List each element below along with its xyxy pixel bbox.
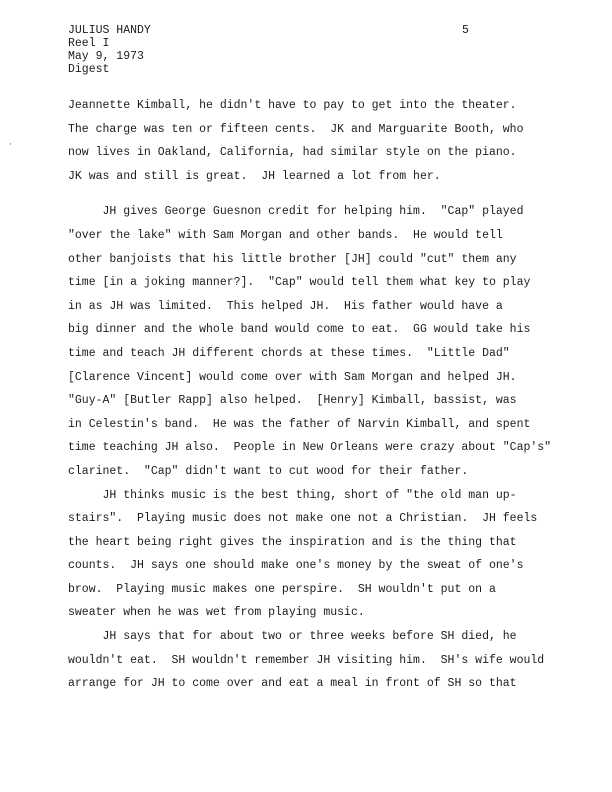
text-line: "Guy-A" [Butler Rapp] also helped. [Henry] Kimball, bassist, was xyxy=(68,394,517,408)
text-line: the heart being right gives the inspiration and is the thing that xyxy=(68,535,517,549)
text-line: other banjoists that his little brother [JH] could "cut" them any xyxy=(68,252,517,266)
text-line: JK was and still is great. JH learned a lot from her. xyxy=(68,169,441,183)
text-line: time teaching JH also. People in New Orleans were crazy about "Cap's" xyxy=(68,441,552,455)
text-line: wouldn't eat. SH wouldn't remember JH visiting him. SH's wife would xyxy=(68,653,545,667)
text-line: stairs". Playing music does not make one not a Christian. JH feels xyxy=(68,512,538,526)
reel-label: Reel I xyxy=(68,37,110,50)
text-line: "over the lake" with Sam Morgan and other bands. He would tell xyxy=(68,228,503,242)
text-line: sweater when he was wet from playing music. xyxy=(68,606,365,620)
text-line: clarinet. "Cap" didn't want to cut wood for their father. xyxy=(68,464,469,478)
text-line: [Clarence Vincent] would come over with Sam Morgan and helped JH. xyxy=(68,370,517,384)
text-line: in as JH was limited. This helped JH. His father would have a xyxy=(68,299,503,313)
text-line: counts. JH says one should make one's money by the sweat of one's xyxy=(68,559,524,573)
interviewee-name: JULIUS HANDY xyxy=(68,24,151,37)
margin-mark: · xyxy=(8,140,13,149)
text-line: arrange for JH to come over and eat a meal in front of SH so that xyxy=(68,677,517,691)
text-line: The charge was ten or fifteen cents. JK and Marguarite Booth, who xyxy=(68,122,524,136)
text-line: in Celestin's band. He was the father of Narvin Kimball, and spent xyxy=(68,417,531,431)
digest-body xyxy=(68,94,588,696)
paragraph-gap xyxy=(68,188,588,200)
text-line: brow. Playing music makes one perspire. SH wouldn't put on a xyxy=(68,582,496,596)
document-header xyxy=(68,24,151,76)
interview-date: May 9, 1973 xyxy=(68,50,144,63)
text-line: now lives in Oakland, California, had similar style on the piano. xyxy=(68,146,517,160)
text-line: time and teach JH different chords at these times. "Little Dad" xyxy=(68,346,510,360)
text-line: big dinner and the whole band would come to eat. GG would take his xyxy=(68,323,531,337)
text-line: Jeannette Kimball, he didn't have to pay to get into the theater. xyxy=(68,99,517,112)
text-line: time [in a joking manner?]. "Cap" would tell them what key to play xyxy=(68,276,531,290)
text-line: JH thinks music is the best thing, short of "the old man up- xyxy=(68,488,517,502)
text-line: JH says that for about two or three weeks before SH died, he xyxy=(68,630,517,644)
text-line: JH gives George Guesnon credit for helping him. "Cap" played xyxy=(68,205,524,219)
document-type: Digest xyxy=(68,63,110,76)
page-number: 5 xyxy=(462,24,469,37)
